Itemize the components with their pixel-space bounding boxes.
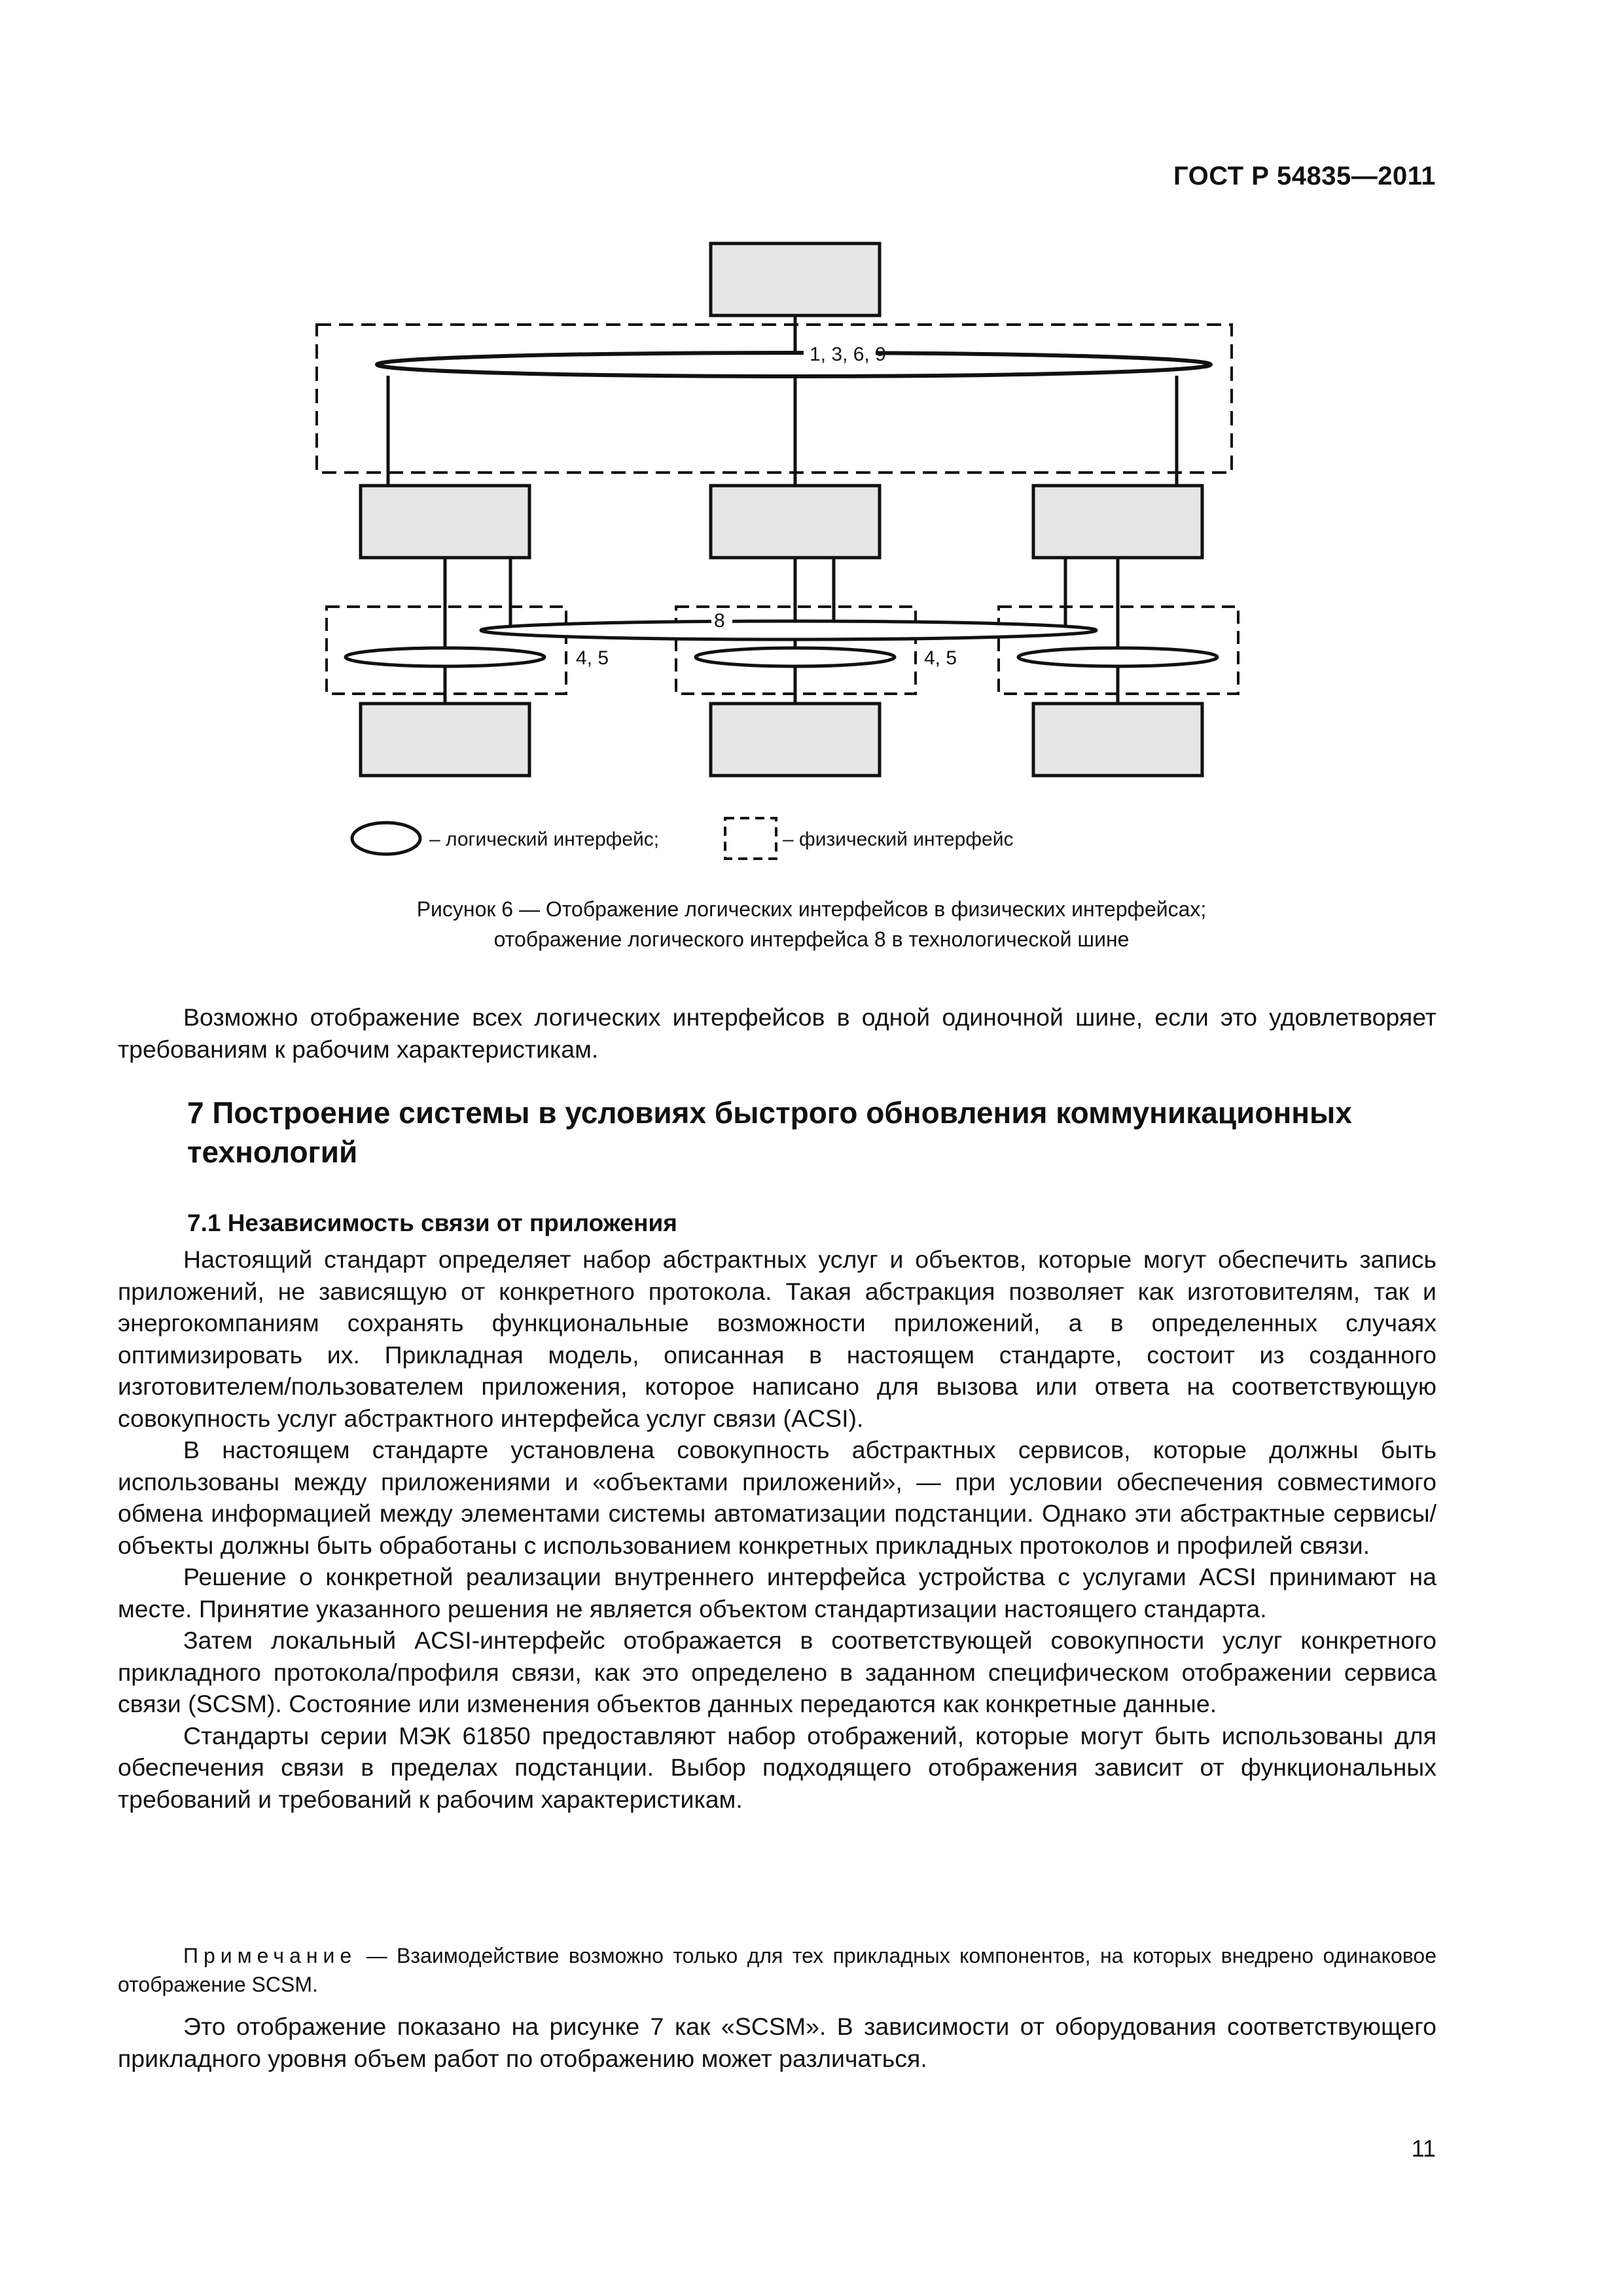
logical-interface-right — [1018, 648, 1217, 666]
legend-logical-label: – логический интерфейс; — [429, 829, 660, 850]
label-top-bus: 1, 3, 6, 9 — [810, 344, 886, 365]
intro-paragraph — [118, 1001, 1436, 1065]
main-body — [118, 1244, 1436, 1815]
logical-interface-left — [346, 648, 544, 666]
device-top — [711, 243, 880, 315]
page-number: 11 — [1411, 2135, 1436, 2162]
label-right-logical: 4, 5 — [924, 647, 957, 669]
paragraph: Стандарты серии МЭК 61850 предоставляют набор отображений, которые могут быть использованы для обеспечения связи в пределах подстанции. Выбор подходящего отображения зависит от функциональных требований и требований к рабочим характеристикам. — [118, 1721, 1436, 1813]
document-header: ГОСТ Р 54835—2011 — [1173, 162, 1436, 190]
paragraph: Решение о конкретной реализации внутреннего интерфейса устройства с услугами ACSI принимают на месте. Принятие указанного решения не является объектом стандартизации настоящего стандарта. — [118, 1563, 1436, 1623]
paragraph: В настоящем стандарте установлена совокупность абстрактных сервисов, которые должны быть использованы между приложениями и «объектами приложений», — при условии обеспечения совместимого обмена информацией между элементами системы автоматизации подстанции. Однако эти абстрактные сервисы/объекты должны быть обработаны с использованием конкретных прикладных протоколов и профилей связи. — [118, 1436, 1436, 1559]
logical-bus-8 — [481, 621, 1096, 639]
label-left-logical: 4, 5 — [576, 647, 609, 669]
legend-physical-symbol — [725, 818, 776, 859]
logical-interface-center — [696, 648, 895, 666]
device-bottom-left — [361, 704, 529, 776]
device-bottom-right — [1033, 704, 1202, 776]
closing-paragraph-text: Это отображение показано на рисунке 7 как «SCSM». В зависимости от оборудования соответствующего прикладного уровня объем работ по отображению может различаться. — [118, 2013, 1436, 2072]
physical-interface-top — [317, 325, 1232, 473]
device-bottom-center — [711, 704, 880, 776]
note-label: Примечание — [183, 1944, 357, 1967]
interface-mapping-figure — [0, 0, 1623, 877]
logical-bus-1369 — [377, 353, 1211, 376]
intro-paragraph-text: Возможно отображение всех логических интерфейсов в одной одиночной шине, если это удовлетворяет требованиям к рабочим характеристикам. — [118, 1003, 1436, 1063]
label-process-bus: 8 — [714, 610, 725, 632]
closing-paragraph — [118, 2011, 1436, 2074]
paragraph: Настоящий стандарт определяет набор абстрактных услуг и объектов, которые могут обеспечить запись приложений, не зависящую от конкретного протокола. Такая абстракция позволяет как изготовителям, так и энергокомпаниям сохранять функциональные возможности приложений, а в определенных случаях оптимизировать их. Прикладная модель, описанная в настоящем стандарте, состоит из созданного изготовителем/пользователем приложения, которое написано для вызова или ответа на соответствующую совокупность услуг абстрактного интерфейса услуг связи (ACSI). — [118, 1246, 1436, 1432]
figure-caption-line2: отображение логического интерфейса 8 в технологической шине — [493, 927, 1130, 951]
paragraph: Затем локальный ACSI-интерфейс отображается в соответствующей совокупности услуг конкретного прикладного протокола/профиля связи, как это определено в заданном специфическом отображении сервиса связи (SCSM). Состояние или изменения объектов данных передаются как конкретные данные. — [118, 1626, 1436, 1717]
device-mid-left — [361, 486, 529, 558]
note — [118, 1941, 1436, 1999]
device-mid-right — [1033, 486, 1202, 558]
note-text: — Взаимодействие возможно только для тех прикладных компонентов, на которых внедрено одинаковое отображение SCSM. — [118, 1944, 1437, 1996]
device-mid-center — [711, 486, 880, 558]
subsection-title: 7.1 Независимость связи от приложения — [187, 1210, 677, 1236]
legend-logical-symbol — [352, 823, 420, 854]
legend-physical-label: – физический интерфейс — [783, 829, 1014, 850]
section-title: 7 Построение системы в условиях быстрого обновления коммуникационных технологий — [187, 1096, 1352, 1169]
figure-caption-line1: Рисунок 6 — Отображение логических интерфейсов в физических интерфейсах; — [416, 897, 1207, 921]
